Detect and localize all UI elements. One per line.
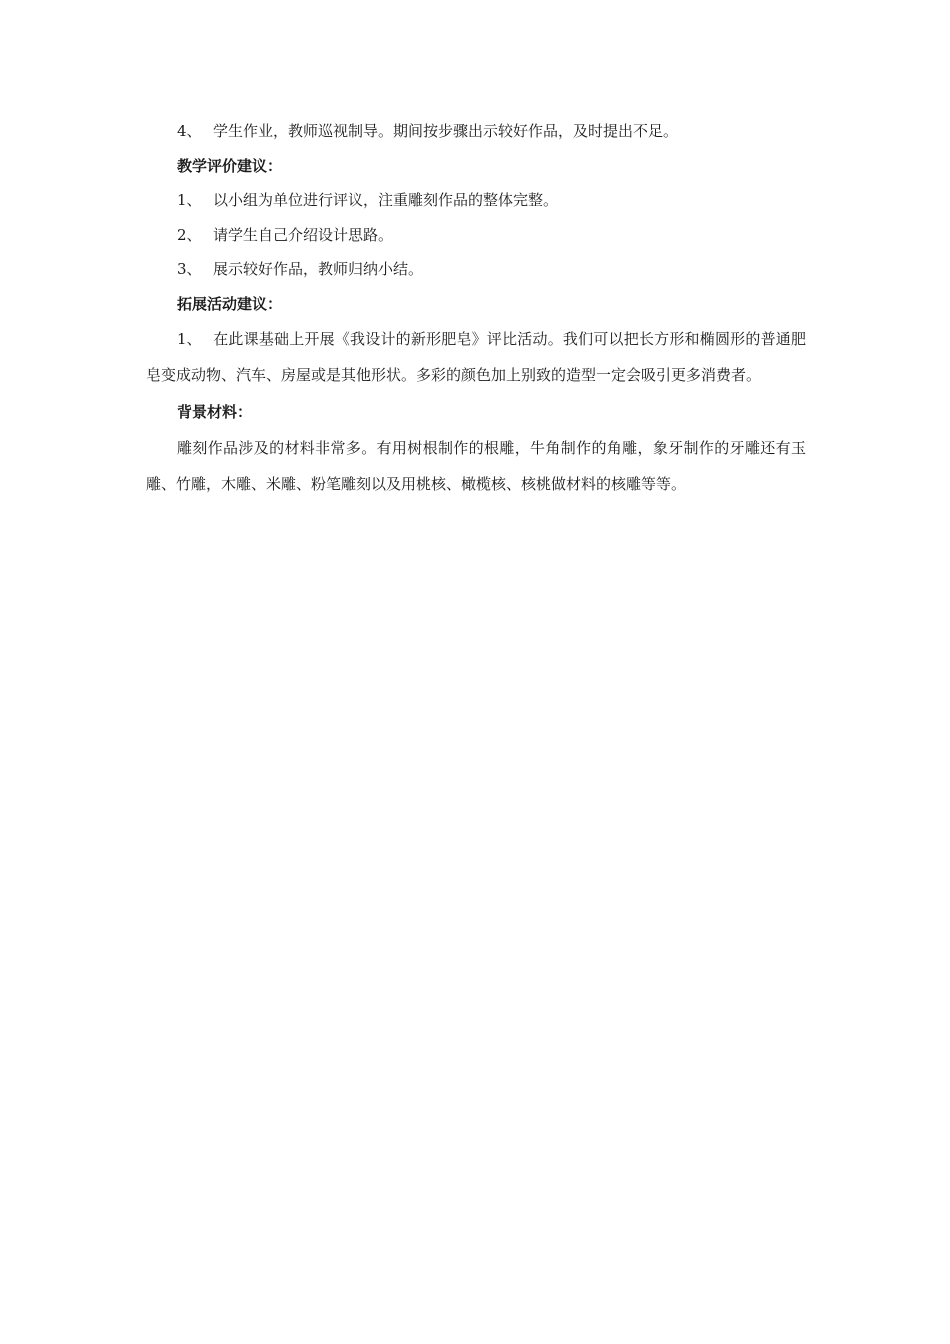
document-page — [146, 114, 806, 502]
evaluation-heading: 教学评价建议： — [177, 156, 283, 175]
step-4-text: 学生作业，教师巡视制导。期间按步骤出示较好作品，及时提出不足。 — [213, 122, 679, 140]
step-4-number: 4、 — [177, 122, 202, 140]
extension-item-1 — [146, 321, 806, 393]
evaluation-item-3 — [146, 252, 806, 287]
extension-item-1-number: 1、 — [177, 330, 202, 348]
extension-heading: 拓展活动建议： — [177, 294, 283, 313]
evaluation-item-1-number: 1、 — [177, 191, 202, 209]
evaluation-item-1 — [146, 183, 806, 218]
step-4 — [146, 114, 806, 149]
evaluation-item-1-text: 以小组为单位进行评议，注重雕刻作品的整体完整。 — [213, 191, 559, 209]
background-text: 雕刻作品涉及的材料非常多。有用树根制作的根雕，牛角制作的角雕，象牙制作的牙雕还有玉雕、竹雕，木雕、米雕、粉笔雕刻以及用桃核、橄榄核、核桃做材料的核雕等等。 — [146, 438, 806, 493]
evaluation-item-2 — [146, 218, 806, 253]
evaluation-item-2-number: 2、 — [177, 225, 202, 244]
extension-item-1-text: 在此课基础上开展《我设计的新形肥皂》评比活动。我们可以把长方形和椭圆形的普通肥皂变成动物、汽车、房屋或是其他形状。多彩的颜色加上别致的造型一定会吸引更多消费者。 — [146, 330, 806, 384]
background-heading: 背景材料： — [177, 403, 253, 421]
evaluation-item-2-text: 请学生自己介绍设计思路。 — [213, 225, 394, 244]
evaluation-item-3-number: 3、 — [177, 260, 202, 278]
evaluation-item-3-text: 展示较好作品，教师归纳小结。 — [213, 260, 424, 278]
